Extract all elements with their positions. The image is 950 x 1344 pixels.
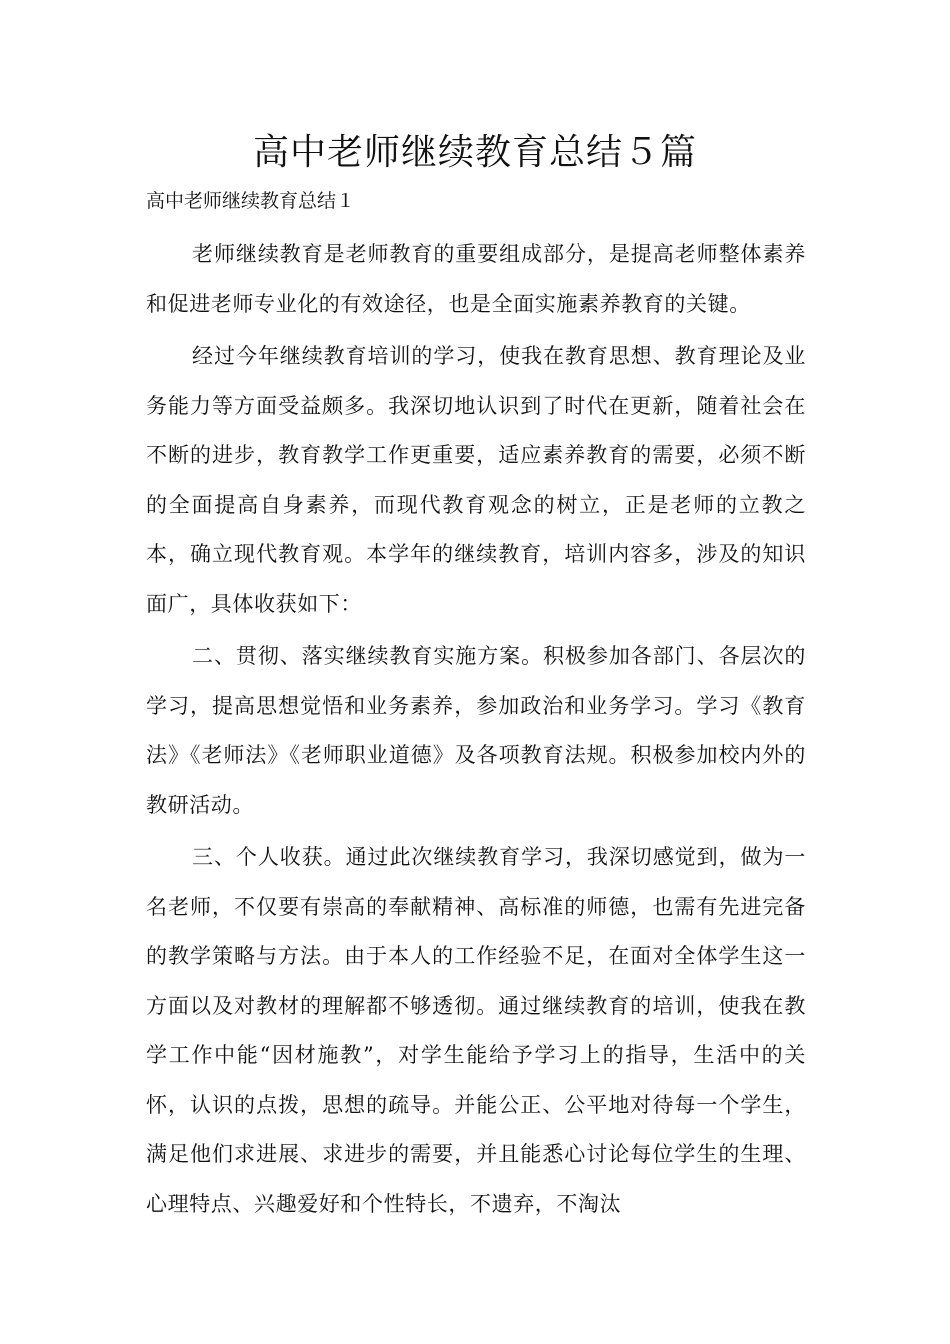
- document-title: 高中老师继续教育总结５篇: [252, 132, 697, 173]
- paragraph-3: 二、贯彻、落实继续教育实施方案。积极参加各部门、各层次的学习，提高思想觉悟和业务素养，参加政治和业务学习。学习《教育法》《老师法》《老师职业道德》及各项教育法规。积极参加校内外的教研活动。: [146, 644, 806, 817]
- document-body: [146, 230, 806, 1232]
- paragraph-4: 三、个人收获。通过此次继续教育学习，我深切感觉到，做为一名老师，不仅要有崇高的奉献精神、高标准的师德，也需有先进完备的教学策略与方法。由于本人的工作经验不足，在面对全体学生这一方面以及对教材的理解都不够透彻。通过继续教育的培训，使我在教学工作中能“因材施教”，对学生能给予学习上的指导，生活中的关怀，认识的点拨，思想的疏导。并能公正、公平地对待每一个学生，满足他们求进展、求进步的需要，并且能悉心讨论每位学生的生理、心理特点、兴趣爱好和个性特长，不遗弃，不淘汰: [146, 845, 806, 1216]
- paragraph-1: 老师继续教育是老师教育的重要组成部分，是提高老师整体素养和促进老师专业化的有效途径，也是全面实施素养教育的关键。: [146, 242, 806, 316]
- paragraph-2: 经过今年继续教育培训的学习，使我在教育思想、教育理论及业务能力等方面受益颇多。我深切地认识到了时代在更新，随着社会在不断的进步，教育教学工作更重要，适应素养教育的需要，必须不断的全面提高自身素养，而现代教育观念的树立，正是老师的立教之本，确立现代教育观。本学年的继续教育，培训内容多，涉及的知识面广，具体收获如下：: [146, 344, 806, 616]
- section-heading: 高中老师继续教育总结１: [146, 190, 356, 212]
